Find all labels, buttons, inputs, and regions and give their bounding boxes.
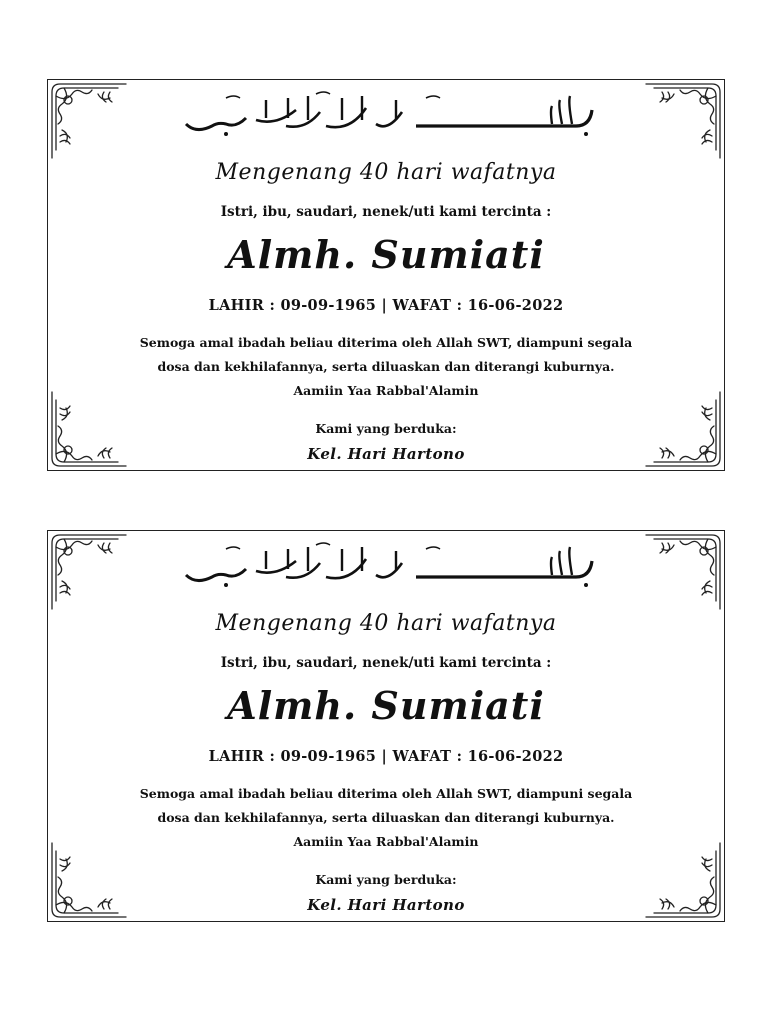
family-name: Kel. Hari Hartono [307,896,465,914]
birth-death-dates: LAHIR : 09-09-1965 | WAFAT : 16-06-2022 [208,297,564,314]
birth-death-dates: LAHIR : 09-09-1965 | WAFAT : 16-06-2022 [208,748,564,765]
relationship-text: Istri, ibu, saudari, nenek/uti kami tercinta : [220,204,552,220]
prayer-line: Semoga amal ibadah beliau diterima oleh Allah SWT, diampuni segala [139,335,633,350]
memorial-title: Mengenang 40 hari wafatnya [215,611,557,636]
memorial-card-2 [47,530,725,922]
family-name: Kel. Hari Hartono [307,445,465,463]
relationship-text: Istri, ibu, saudari, nenek/uti kami tercinta : [220,655,552,671]
mourner-label: Kami yang berduka: [315,872,457,887]
bismillah-calligraphy [48,541,724,591]
mourner-label: Kami yang berduka: [315,421,457,436]
bismillah-calligraphy [48,90,724,140]
prayer-line: dosa dan kekhilafannya, serta diluaskan dan diterangi kuburnya. [157,810,615,825]
deceased-name: Almh. Sumiati [227,683,545,728]
prayer-line: dosa dan kekhilafannya, serta diluaskan dan diterangi kuburnya. [157,359,615,374]
deceased-name: Almh. Sumiati [227,232,545,277]
prayer-line: Aamiin Yaa Rabbal'Alamin [293,383,479,398]
prayer-line: Semoga amal ibadah beliau diterima oleh Allah SWT, diampuni segala [139,786,633,801]
prayer-text [48,331,724,403]
prayer-line: Aamiin Yaa Rabbal'Alamin [293,834,479,849]
prayer-text [48,782,724,854]
memorial-title: Mengenang 40 hari wafatnya [215,160,557,185]
memorial-card-1 [47,79,725,471]
